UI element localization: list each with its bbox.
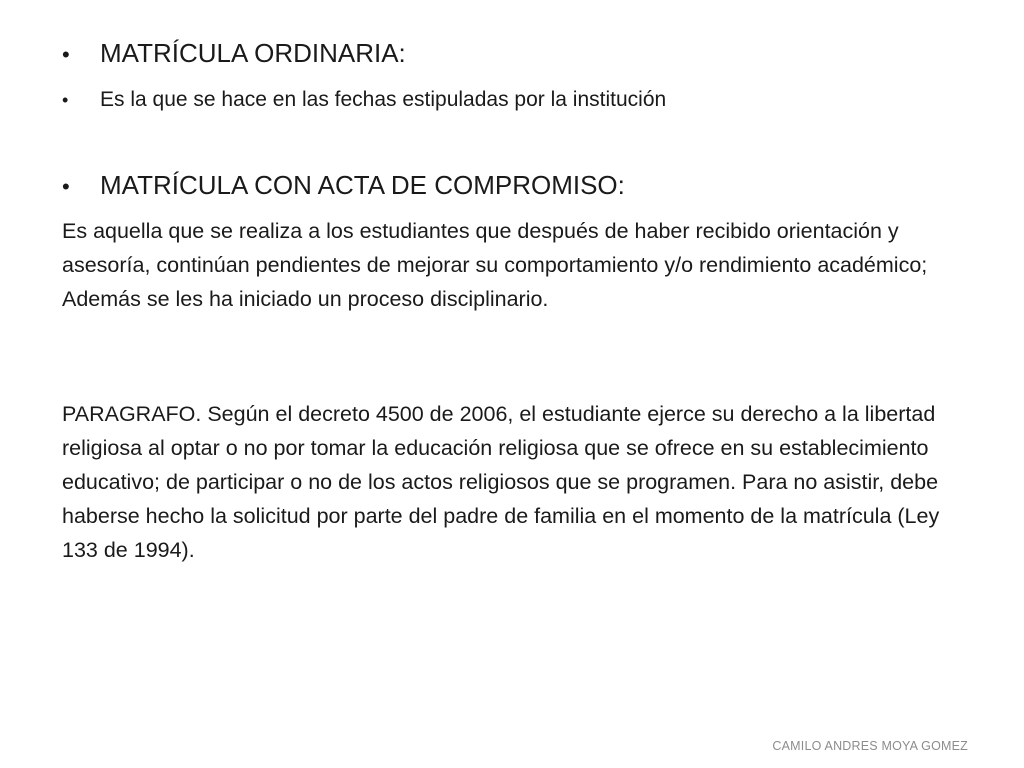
bullet-ordinaria-description	[62, 88, 666, 112]
bullet-text: MATRÍCULA ORDINARIA:	[100, 38, 406, 68]
bullet-dot: •	[62, 42, 70, 67]
bullet-matricula-compromiso	[62, 170, 625, 201]
bullet-matricula-ordinaria	[62, 38, 406, 69]
bullet-dot: •	[62, 174, 70, 199]
paragrafo-text: PARAGRAFO. Según el decreto 4500 de 2006, el estudiante ejerce su derecho a la libertad religiosa al optar o no por tomar la educación religiosa que se ofrece en su establecimiento educativo; de participar o no de los actos religiosos que se programen. Para no asistir, debe haberse hecho la solicitud por parte del padre de familia en el momento de la matrícula (Ley 133 de 1994).	[62, 402, 940, 562]
bullet-text: MATRÍCULA CON ACTA DE COMPROMISO:	[100, 170, 625, 200]
footer-author: CAMILO ANDRES MOYA GOMEZ	[772, 739, 968, 753]
bullet-text: Es la que se hace en las fechas estipuladas por la institución	[100, 88, 667, 111]
compromiso-description: Es aquella que se realiza a los estudiantes que después de haber recibido orientación y asesoría, continúan pendientes de mejorar su comportamiento y/o rendimiento académico; Además se les ha iniciado un proceso disciplinario.	[62, 219, 928, 311]
bullet-dot: •	[62, 90, 69, 110]
